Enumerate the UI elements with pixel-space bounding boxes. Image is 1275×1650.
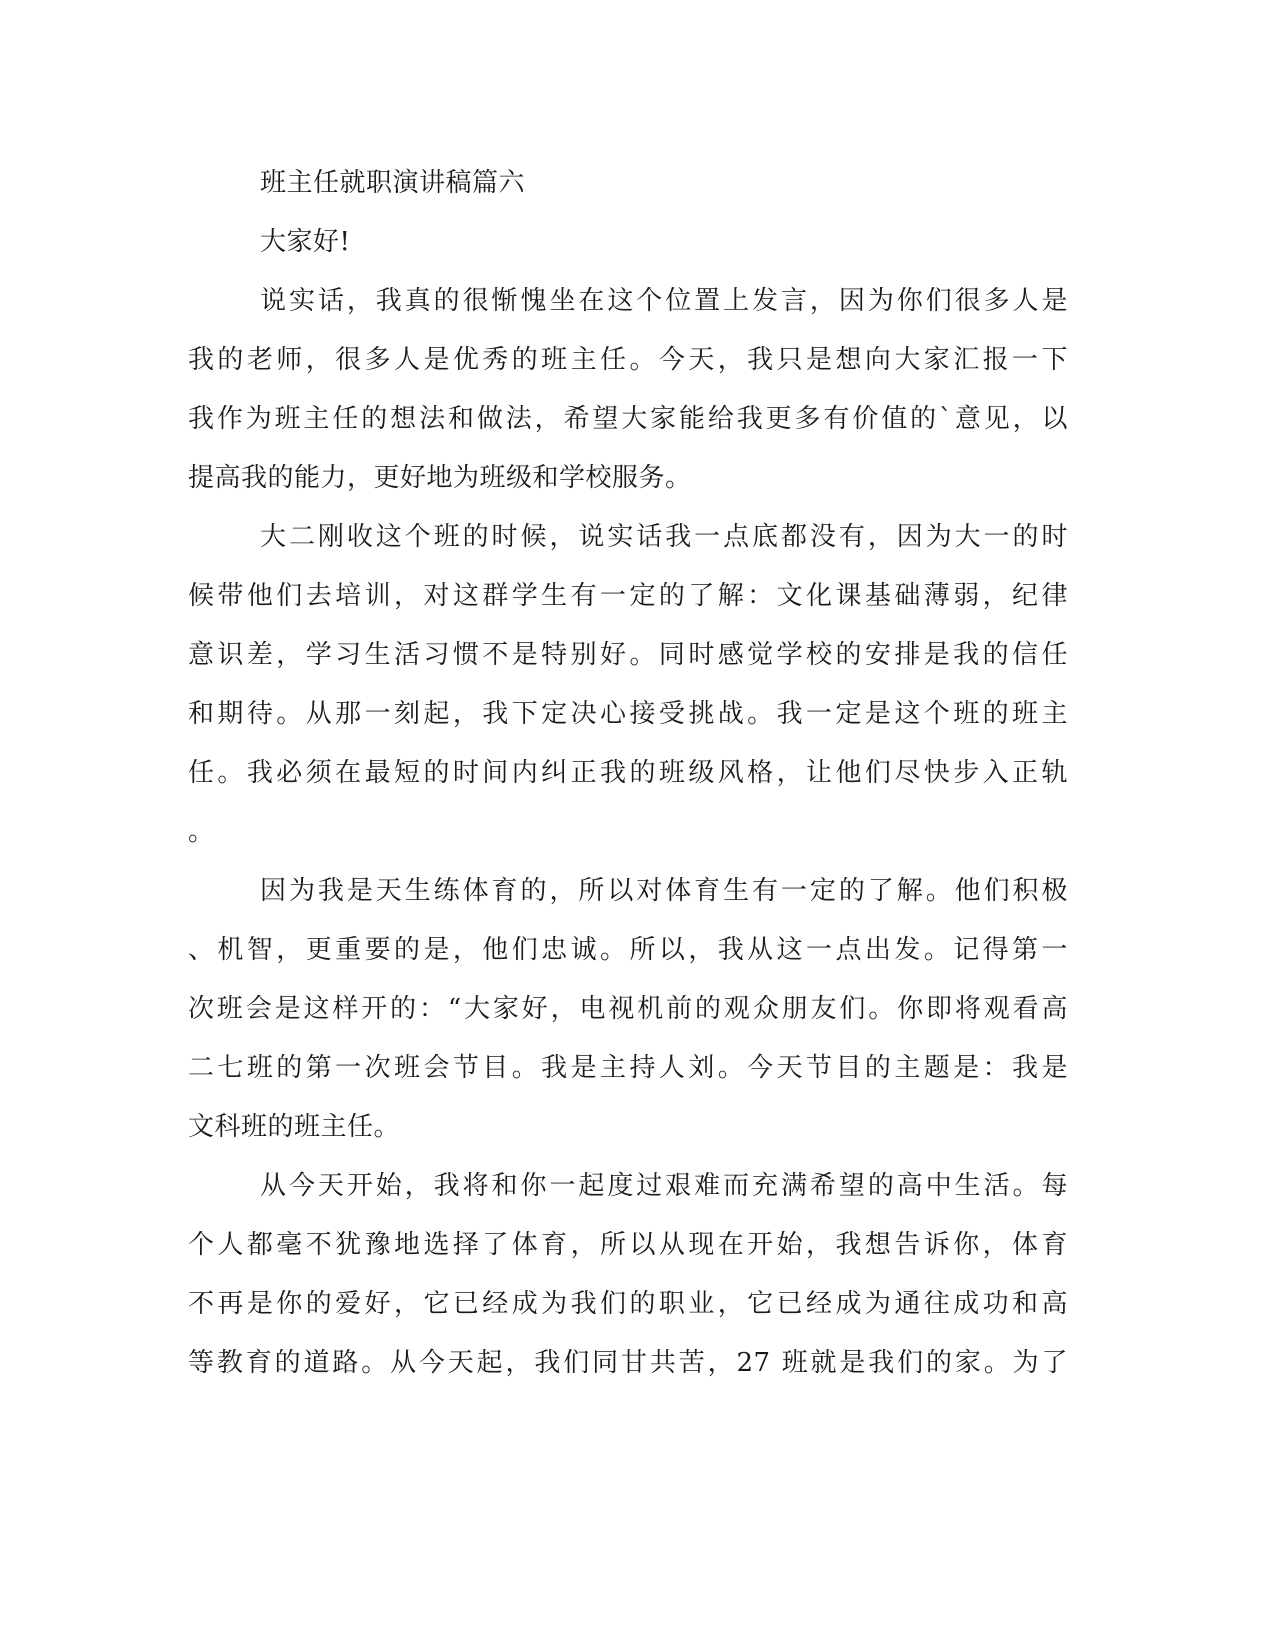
paragraph-line: 个人都毫不犹豫地选择了体育，所以从现在开始，我想告诉你，体育	[188, 1230, 1068, 1260]
paragraph-line: 大二刚收这个班的时候，说实话我一点底都没有，因为大一的时	[260, 522, 1068, 552]
paragraph-line: 、机智，更重要的是，他们忠诚。所以，我从这一点出发。记得第一	[188, 935, 1068, 965]
paragraph-line: 候带他们去培训，对这群学生有一定的了解：文化课基础薄弱，纪律	[188, 581, 1068, 611]
paragraph-line: 因为我是天生练体育的，所以对体育生有一定的了解。他们积极	[260, 876, 1068, 906]
paragraph-line: 次班会是这样开的：“大家好，电视机前的观众朋友们。你即将观看高	[188, 994, 1068, 1024]
paragraph-line: 文科班的班主任。	[188, 1112, 401, 1142]
paragraph-line: 意识差，学习生活习惯不是特别好。同时感觉学校的安排是我的信任	[188, 640, 1068, 670]
document-title: 班主任就职演讲稿篇六	[260, 168, 526, 198]
paragraph-line: 。	[188, 817, 215, 847]
paragraph-line: 说实话，我真的很惭愧坐在这个位置上发言，因为你们很多人是	[260, 286, 1068, 316]
paragraph-line: 二七班的第一次班会节目。我是主持人刘。今天节目的主题是：我是	[188, 1053, 1068, 1083]
paragraph-line: 从今天开始，我将和你一起度过艰难而充满希望的高中生活。每	[260, 1171, 1068, 1201]
paragraph-line: 提高我的能力，更好地为班级和学校服务。	[188, 463, 692, 493]
paragraph-line: 不再是你的爱好，它已经成为我们的职业，它已经成为通往成功和高	[188, 1289, 1068, 1319]
greeting: 大家好!	[260, 227, 351, 257]
paragraph-line: 等教育的道路。从今天起，我们同甘共苦，27 班就是我们的家。为了	[188, 1348, 1068, 1378]
paragraph-line: 任。我必须在最短的时间内纠正我的班级风格，让他们尽快步入正轨	[188, 758, 1068, 788]
paragraph-line: 和期待。从那一刻起，我下定决心接受挑战。我一定是这个班的班主	[188, 699, 1068, 729]
paragraph-line: 我作为班主任的想法和做法，希望大家能给我更多有价值的`意见，以	[188, 404, 1068, 434]
paragraph-line: 我的老师，很多人是优秀的班主任。今天，我只是想向大家汇报一下	[188, 345, 1068, 375]
